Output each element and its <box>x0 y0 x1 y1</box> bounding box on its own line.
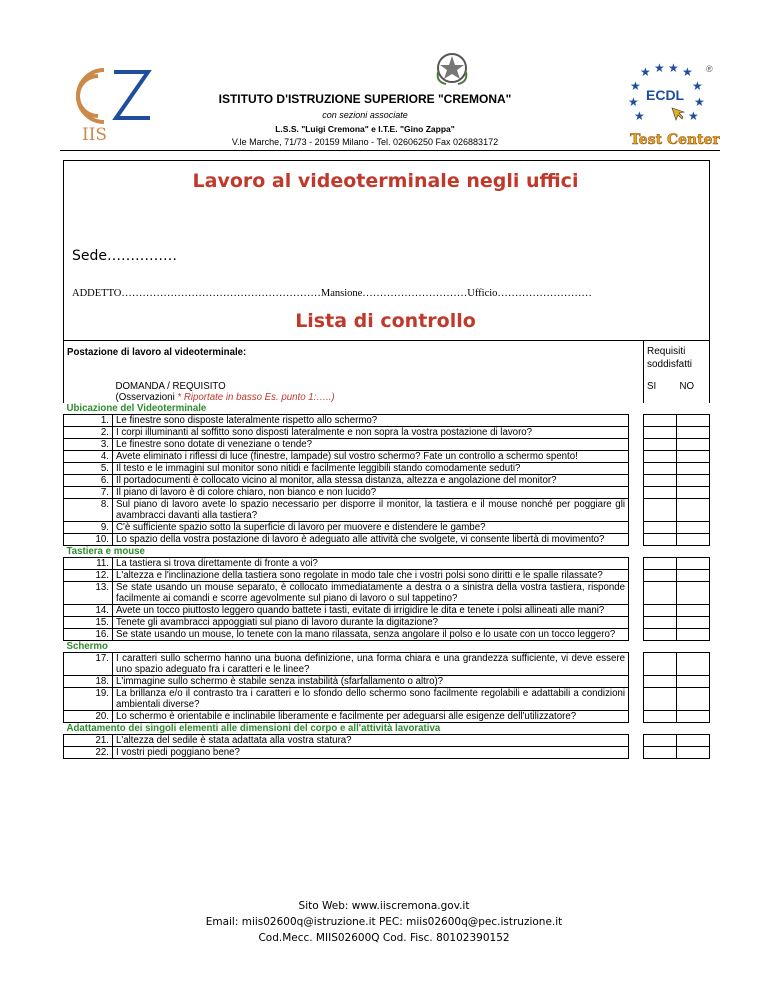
question-number: 13. <box>64 581 113 604</box>
question-number: 6. <box>64 474 113 486</box>
checklist-row <box>64 734 710 746</box>
question-number: 22. <box>64 746 113 758</box>
no-checkbox[interactable] <box>677 450 710 462</box>
si-checkbox[interactable] <box>644 521 677 533</box>
footer-codes: Cod.Mecc. MIIS02600Q Cod. Fisc. 80102390152 <box>258 932 510 944</box>
question-text: L'immagine sullo schermo è stabile senza instabilità (sfarfallamento o altro)? <box>113 675 629 687</box>
si-checkbox[interactable] <box>644 426 677 438</box>
svg-text:★: ★ <box>692 79 703 93</box>
si-checkbox[interactable] <box>644 616 677 628</box>
question-number: 19. <box>64 687 113 710</box>
question-number: 3. <box>64 438 113 450</box>
republic-emblem-icon <box>432 48 472 88</box>
no-checkbox[interactable] <box>677 521 710 533</box>
question-text: Se state usando un mouse separato, è collocato immediatamente a destra o a sinistra della vostra tastiera, risponde facilmente ai comandi e scorre agevolmente sul piano di lavoro o sul tappetino? <box>113 581 629 604</box>
checklist-row <box>64 746 710 758</box>
section-header: Schermo <box>66 640 108 652</box>
no-checkbox[interactable] <box>677 710 710 722</box>
checklist-row <box>64 533 710 545</box>
no-checkbox[interactable] <box>677 438 710 450</box>
no-checkbox[interactable] <box>677 557 710 569</box>
si-checkbox[interactable] <box>644 746 677 758</box>
no-checkbox[interactable] <box>677 652 710 675</box>
svg-text:★: ★ <box>654 61 665 75</box>
header-divider <box>60 150 720 151</box>
si-label: SI <box>644 379 677 403</box>
si-checkbox[interactable] <box>644 557 677 569</box>
question-number: 17. <box>64 652 113 675</box>
question-number: 4. <box>64 450 113 462</box>
question-text: Lo spazio della vostra postazione di lavoro è adeguato alle attività che svolgete, vi consente libertà di movimento? <box>113 533 629 545</box>
question-text: I caratteri sullo schermo hanno una buona definizione, una forma chiara e una grandezza sufficiente, vi deve essere uno spazio adeguato fra i caratteri e le linee? <box>113 652 629 675</box>
checklist-row <box>64 628 710 640</box>
svg-text:★: ★ <box>634 109 645 123</box>
no-checkbox[interactable] <box>677 569 710 581</box>
question-number: 10. <box>64 533 113 545</box>
no-label: NO <box>677 379 710 403</box>
checklist-row <box>64 652 710 675</box>
no-checkbox[interactable] <box>677 498 710 521</box>
si-checkbox[interactable] <box>644 414 677 426</box>
question-text: Le finestre sono disposte lateralmente rispetto allo schermo? <box>113 414 629 426</box>
question-text: La brillanza e/o il contrasto tra i caratteri e lo sfondo dello schermo sono facilmente regolabili e adattabili a condizioni ambientali diverse? <box>113 687 629 710</box>
no-checkbox[interactable] <box>677 533 710 545</box>
checklist-row <box>64 675 710 687</box>
question-header: DOMANDA / REQUISITO (Osservazioni * Riportate in basso Es. punto 1:…..) <box>115 380 335 403</box>
svg-text:★: ★ <box>688 109 699 123</box>
postazione-label: Postazione di lavoro al videoterminale: <box>64 341 629 379</box>
no-checkbox[interactable] <box>677 462 710 474</box>
footer <box>0 898 768 946</box>
footer-web: Sito Web: www.iiscremona.gov.it <box>298 900 470 912</box>
question-text: I corpi illuminanti al soffitto sono disposti lateralmente e non sopra la vostra postazione di lavoro? <box>113 426 629 438</box>
no-checkbox[interactable] <box>677 687 710 710</box>
question-number: 1. <box>64 414 113 426</box>
question-text: Il piano di lavoro è di colore chiaro, non bianco e non lucido? <box>113 486 629 498</box>
question-text: C'è sufficiente spazio sotto la superficie di lavoro per muovere e distendere le gambe? <box>113 521 629 533</box>
question-text: Lo schermo è orientabile e inclinabile liberamente e facilmente per adeguarsi alle esigenze dell'utilizzatore? <box>113 710 629 722</box>
si-checkbox[interactable] <box>644 498 677 521</box>
section-header: Ubicazione del Videoterminale <box>66 402 207 414</box>
question-text: Tenete gli avambracci appoggiati sul piano di lavoro durante la digitazione? <box>113 616 629 628</box>
si-checkbox[interactable] <box>644 569 677 581</box>
question-number: 21. <box>64 734 113 746</box>
si-checkbox[interactable] <box>644 450 677 462</box>
no-checkbox[interactable] <box>677 616 710 628</box>
no-checkbox[interactable] <box>677 486 710 498</box>
checklist-row <box>64 604 710 616</box>
section-header: Tastiera e mouse <box>66 545 145 557</box>
checklist-row <box>64 581 710 604</box>
question-number: 14. <box>64 604 113 616</box>
question-number: 20. <box>64 710 113 722</box>
question-text: Se state usando un mouse, lo tenete con la mano rilassata, senza angolare il polso e lo usate con un tocco leggero? <box>113 628 629 640</box>
si-checkbox[interactable] <box>644 628 677 640</box>
checklist-row <box>64 474 710 486</box>
si-checkbox[interactable] <box>644 652 677 675</box>
checklist-row <box>64 498 710 521</box>
no-checkbox[interactable] <box>677 734 710 746</box>
svg-text:★: ★ <box>682 65 693 79</box>
si-checkbox[interactable] <box>644 581 677 604</box>
si-checkbox[interactable] <box>644 533 677 545</box>
question-text: L'altezza e l'inclinazione della tastiera sono regolate in modo tale che i vostri polsi sono diritti e le spalle rilassate? <box>113 569 629 581</box>
question-number: 12. <box>64 569 113 581</box>
checklist-table <box>63 340 710 759</box>
footer-email: Email: miis02600q@istruzione.it PEC: miis02600q@pec.istruzione.it <box>205 916 563 928</box>
question-number: 2. <box>64 426 113 438</box>
question-text: Avete eliminato i riflessi di luce (finestre, lampade) sul vostro schermo? Fate un controllo a schermo spento! <box>113 450 629 462</box>
svg-text:★: ★ <box>694 95 705 109</box>
question-number: 15. <box>64 616 113 628</box>
letterhead <box>60 40 720 150</box>
ecdl-test-center-icon <box>620 60 720 150</box>
question-text: Il testo e le immagini sul monitor sono nitidi e facilmente leggibili stando comodamente seduti? <box>113 462 629 474</box>
checklist-row <box>64 414 710 426</box>
si-checkbox[interactable] <box>644 687 677 710</box>
si-checkbox[interactable] <box>644 604 677 616</box>
si-checkbox[interactable] <box>644 675 677 687</box>
no-checkbox[interactable] <box>677 746 710 758</box>
no-checkbox[interactable] <box>677 581 710 604</box>
no-checkbox[interactable] <box>677 604 710 616</box>
checklist-row <box>64 438 710 450</box>
si-checkbox[interactable] <box>644 462 677 474</box>
question-text: L'altezza del sedile è stata adattata alla vostra statura? <box>113 734 629 746</box>
requisiti-label: Requisiti soddisfatti <box>644 341 710 379</box>
question-text: Sul piano di lavoro avete lo spazio necessario per disporre il monitor, la tastiera e il mouse nonché per poggiare gli avambracci davanti alla tastiera? <box>113 498 629 521</box>
checklist-title: Lista di controllo <box>295 310 476 332</box>
si-checkbox[interactable] <box>644 486 677 498</box>
svg-text:★: ★ <box>630 79 641 93</box>
si-checkbox[interactable] <box>644 710 677 722</box>
checklist-row <box>64 486 710 498</box>
svg-text:Test Center: Test Center <box>630 132 720 148</box>
institute-address: V.le Marche, 71/73 - 20159 Milano - Tel. 02606250 Fax 026883172 <box>231 137 499 147</box>
sede-field[interactable]: Sede…………… <box>72 248 177 264</box>
checklist-row <box>64 569 710 581</box>
question-number: 16. <box>64 628 113 640</box>
question-number: 8. <box>64 498 113 521</box>
question-text: Il portadocumenti è collocato vicino al monitor, alla stessa distanza, altezza e angolazione del monitor? <box>113 474 629 486</box>
institute-title: ISTITUTO D'ISTRUZIONE SUPERIORE "CREMONA" <box>218 92 512 106</box>
no-checkbox[interactable] <box>677 675 710 687</box>
no-checkbox[interactable] <box>677 426 710 438</box>
checklist-row <box>64 616 710 628</box>
question-number: 5. <box>64 462 113 474</box>
svg-text:IIS: IIS <box>82 125 108 142</box>
question-text: Le finestre sono dotate di veneziane o tende? <box>113 438 629 450</box>
institute-subtitle: con sezioni associate <box>322 110 408 120</box>
question-text: Avete un tocco piuttosto leggero quando battete i tasti, evitate di irrigidire le dita e tenete i polsi allineati alle mani? <box>113 604 629 616</box>
si-checkbox[interactable] <box>644 474 677 486</box>
no-checkbox[interactable] <box>677 628 710 640</box>
checklist-row <box>64 426 710 438</box>
question-text: I vostri piedi poggiano bene? <box>113 746 629 758</box>
section-header: Adattamento dei singoli elementi alle dimensioni del corpo e all'attività lavorativa <box>66 722 441 734</box>
checklist-row <box>64 462 710 474</box>
checklist-row <box>64 710 710 722</box>
checklist-row <box>64 687 710 710</box>
svg-text:★: ★ <box>628 95 639 109</box>
question-number: 18. <box>64 675 113 687</box>
checklist-row <box>64 521 710 533</box>
svg-text:ECDL: ECDL <box>646 87 685 103</box>
question-number: 7. <box>64 486 113 498</box>
svg-text:★: ★ <box>668 61 679 75</box>
question-text: La tastiera si trova direttamente di fronte a voi? <box>113 557 629 569</box>
institute-schools: L.S.S. "Luigi Cremona" e I.T.E. "Gino Zappa" <box>275 124 455 134</box>
question-number: 11. <box>64 557 113 569</box>
addetto-field[interactable]: ADDETTO…………………………………………………Mansione…………………………Ufficio……………………… <box>72 288 592 299</box>
form-title: Lavoro al videoterminale negli uffici <box>192 170 579 192</box>
no-checkbox[interactable] <box>677 474 710 486</box>
no-checkbox[interactable] <box>677 414 710 426</box>
checklist-row <box>64 557 710 569</box>
question-number: 9. <box>64 521 113 533</box>
svg-text:®: ® <box>706 64 713 74</box>
si-checkbox[interactable] <box>644 734 677 746</box>
si-checkbox[interactable] <box>644 438 677 450</box>
checklist-row <box>64 450 710 462</box>
svg-text:★: ★ <box>640 65 651 79</box>
